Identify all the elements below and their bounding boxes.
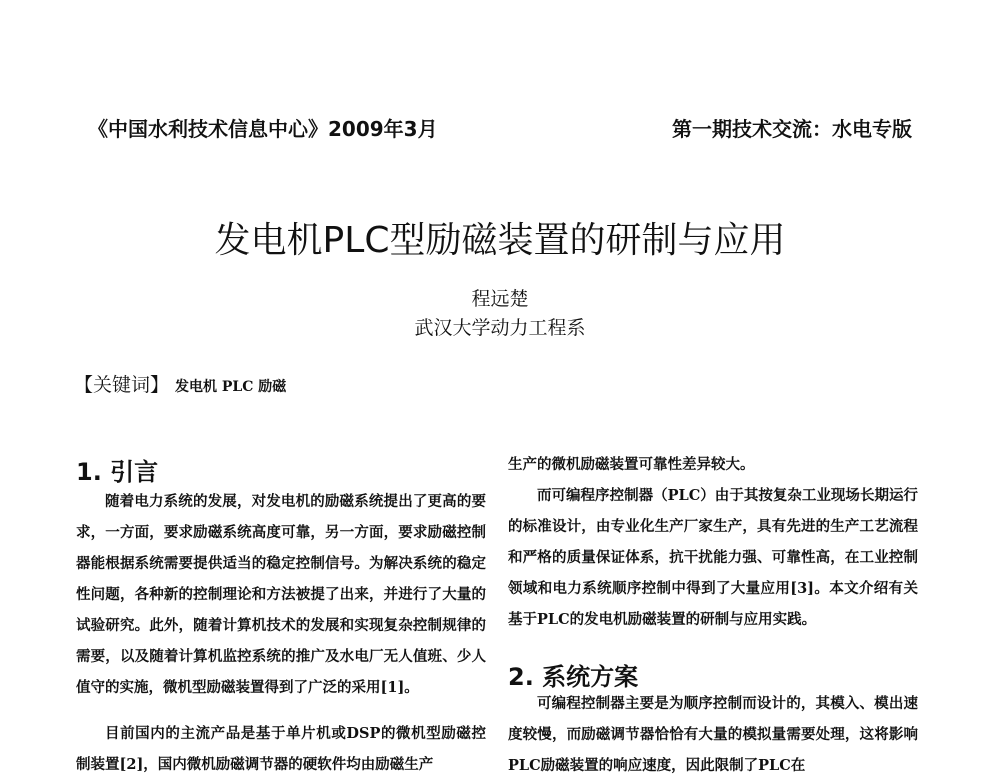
paper-title: 发电机PLC型励磁装置的研制与应用: [214, 220, 786, 261]
section-1-paragraph-2: 目前国内的主流产品是基于单片机或DSP的微机型励磁控制装置[2]，国内微机励磁调节器的硬软件均由励磁生产: [76, 725, 486, 773]
section-2-heading: 2. 系统方案: [508, 663, 639, 691]
section-1-paragraph-1-box: [76, 486, 486, 703]
author-name: 程远楚: [471, 288, 529, 310]
section-1-heading: 1. 引言: [76, 458, 159, 486]
keywords-line: [74, 370, 286, 397]
section-2-paragraph-1: 可编程控制器主要是为顺序控制而设计的，其模入、模出速度较慢，而励磁调节器恰恰有大量的模拟量需要处理，这将影响PLC励磁装置的响应速度，因此限制了PLC在: [508, 695, 918, 774]
section-1-paragraph-2-box: [76, 718, 486, 773]
paragraph-continuation: 生产的微机励磁装置可靠性差异较大。: [508, 456, 755, 473]
section-1-paragraph-3-box: [508, 480, 918, 666]
journal-header: 《中国水利技术信息中心》2009年3月: [88, 117, 438, 141]
section-1-paragraph-1: 随着电力系统的发展，对发电机的励磁系统提出了更高的要求，一方面，要求励磁系统高度可靠，另一方面，要求励磁控制器能根据系统需要提供适当的稳定控制信号。为解决系统的稳定性问题，各种新的控制理论和方法被提了出来，并进行了大量的试验研究。此外，随着计算机技术的发展和实现复杂控制规律的需要，以及随着计算机监控系统的推广及水电厂无人值班、少人值守的实施，微机型励磁装置得到了广泛的采用[1]。: [76, 493, 486, 696]
author-affiliation: 武汉大学动力工程系: [414, 317, 586, 339]
issue-header: 第一期技术交流：水电专版: [672, 117, 912, 141]
keywords-values: 发电机 PLC 励磁: [175, 379, 287, 395]
paragraph-continuation-box: [508, 449, 918, 480]
section-1-paragraph-3: 而可编程序控制器（PLC）由于其按复杂工业现场长期运行的标准设计，由专业化生产厂家生产，具有先进的生产工艺流程和严格的质量保证体系，抗干扰能力强、可靠性高，在工业控制领域和电力系统顺序控制中得到了大量应用[3]。本文介绍有关基于PLC的发电机励磁装置的研制与应用实践。: [508, 487, 918, 628]
section-2-paragraph-1-box: [508, 688, 918, 774]
keywords-label: 【关键词】: [74, 374, 170, 396]
